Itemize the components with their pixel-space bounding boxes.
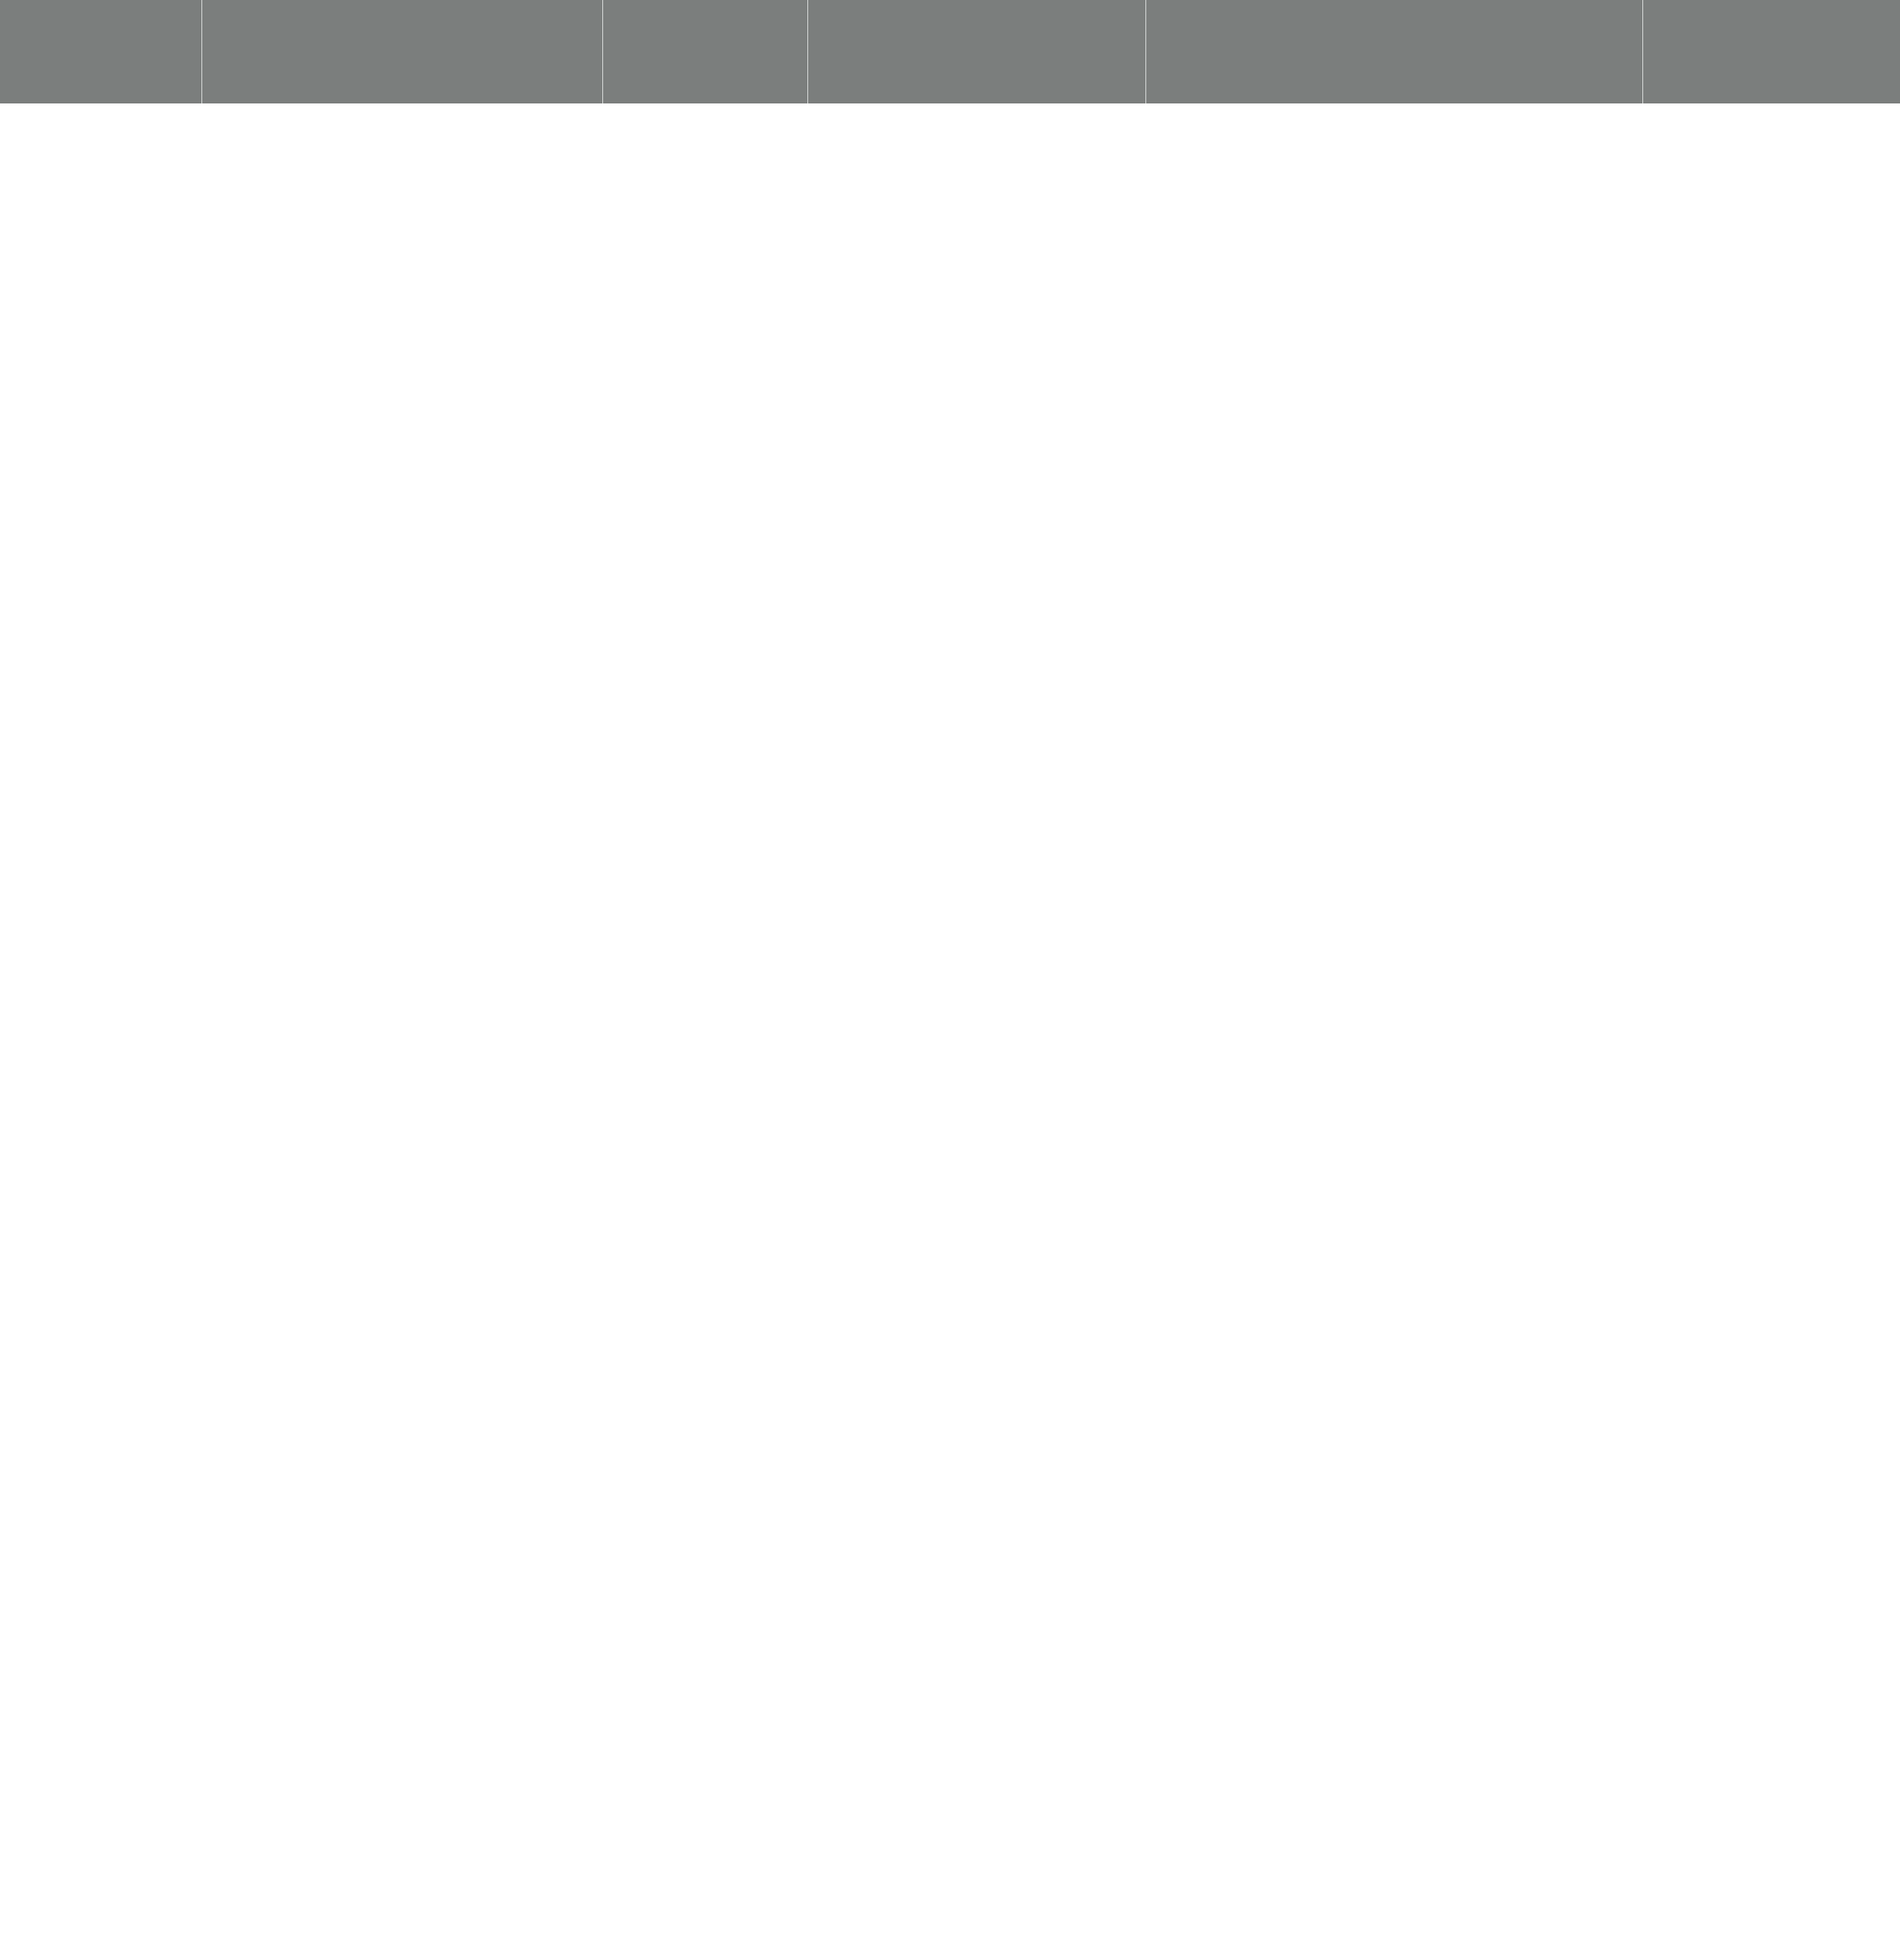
header-product-obtained (602, 0, 807, 103)
comparison-table (0, 0, 1900, 103)
header-study-groups (201, 0, 602, 103)
header-prp-parameters (807, 0, 1145, 103)
header-species (0, 0, 201, 103)
header-reference (1642, 0, 1900, 103)
header-conclusions (1145, 0, 1642, 103)
header-row (0, 0, 1900, 103)
